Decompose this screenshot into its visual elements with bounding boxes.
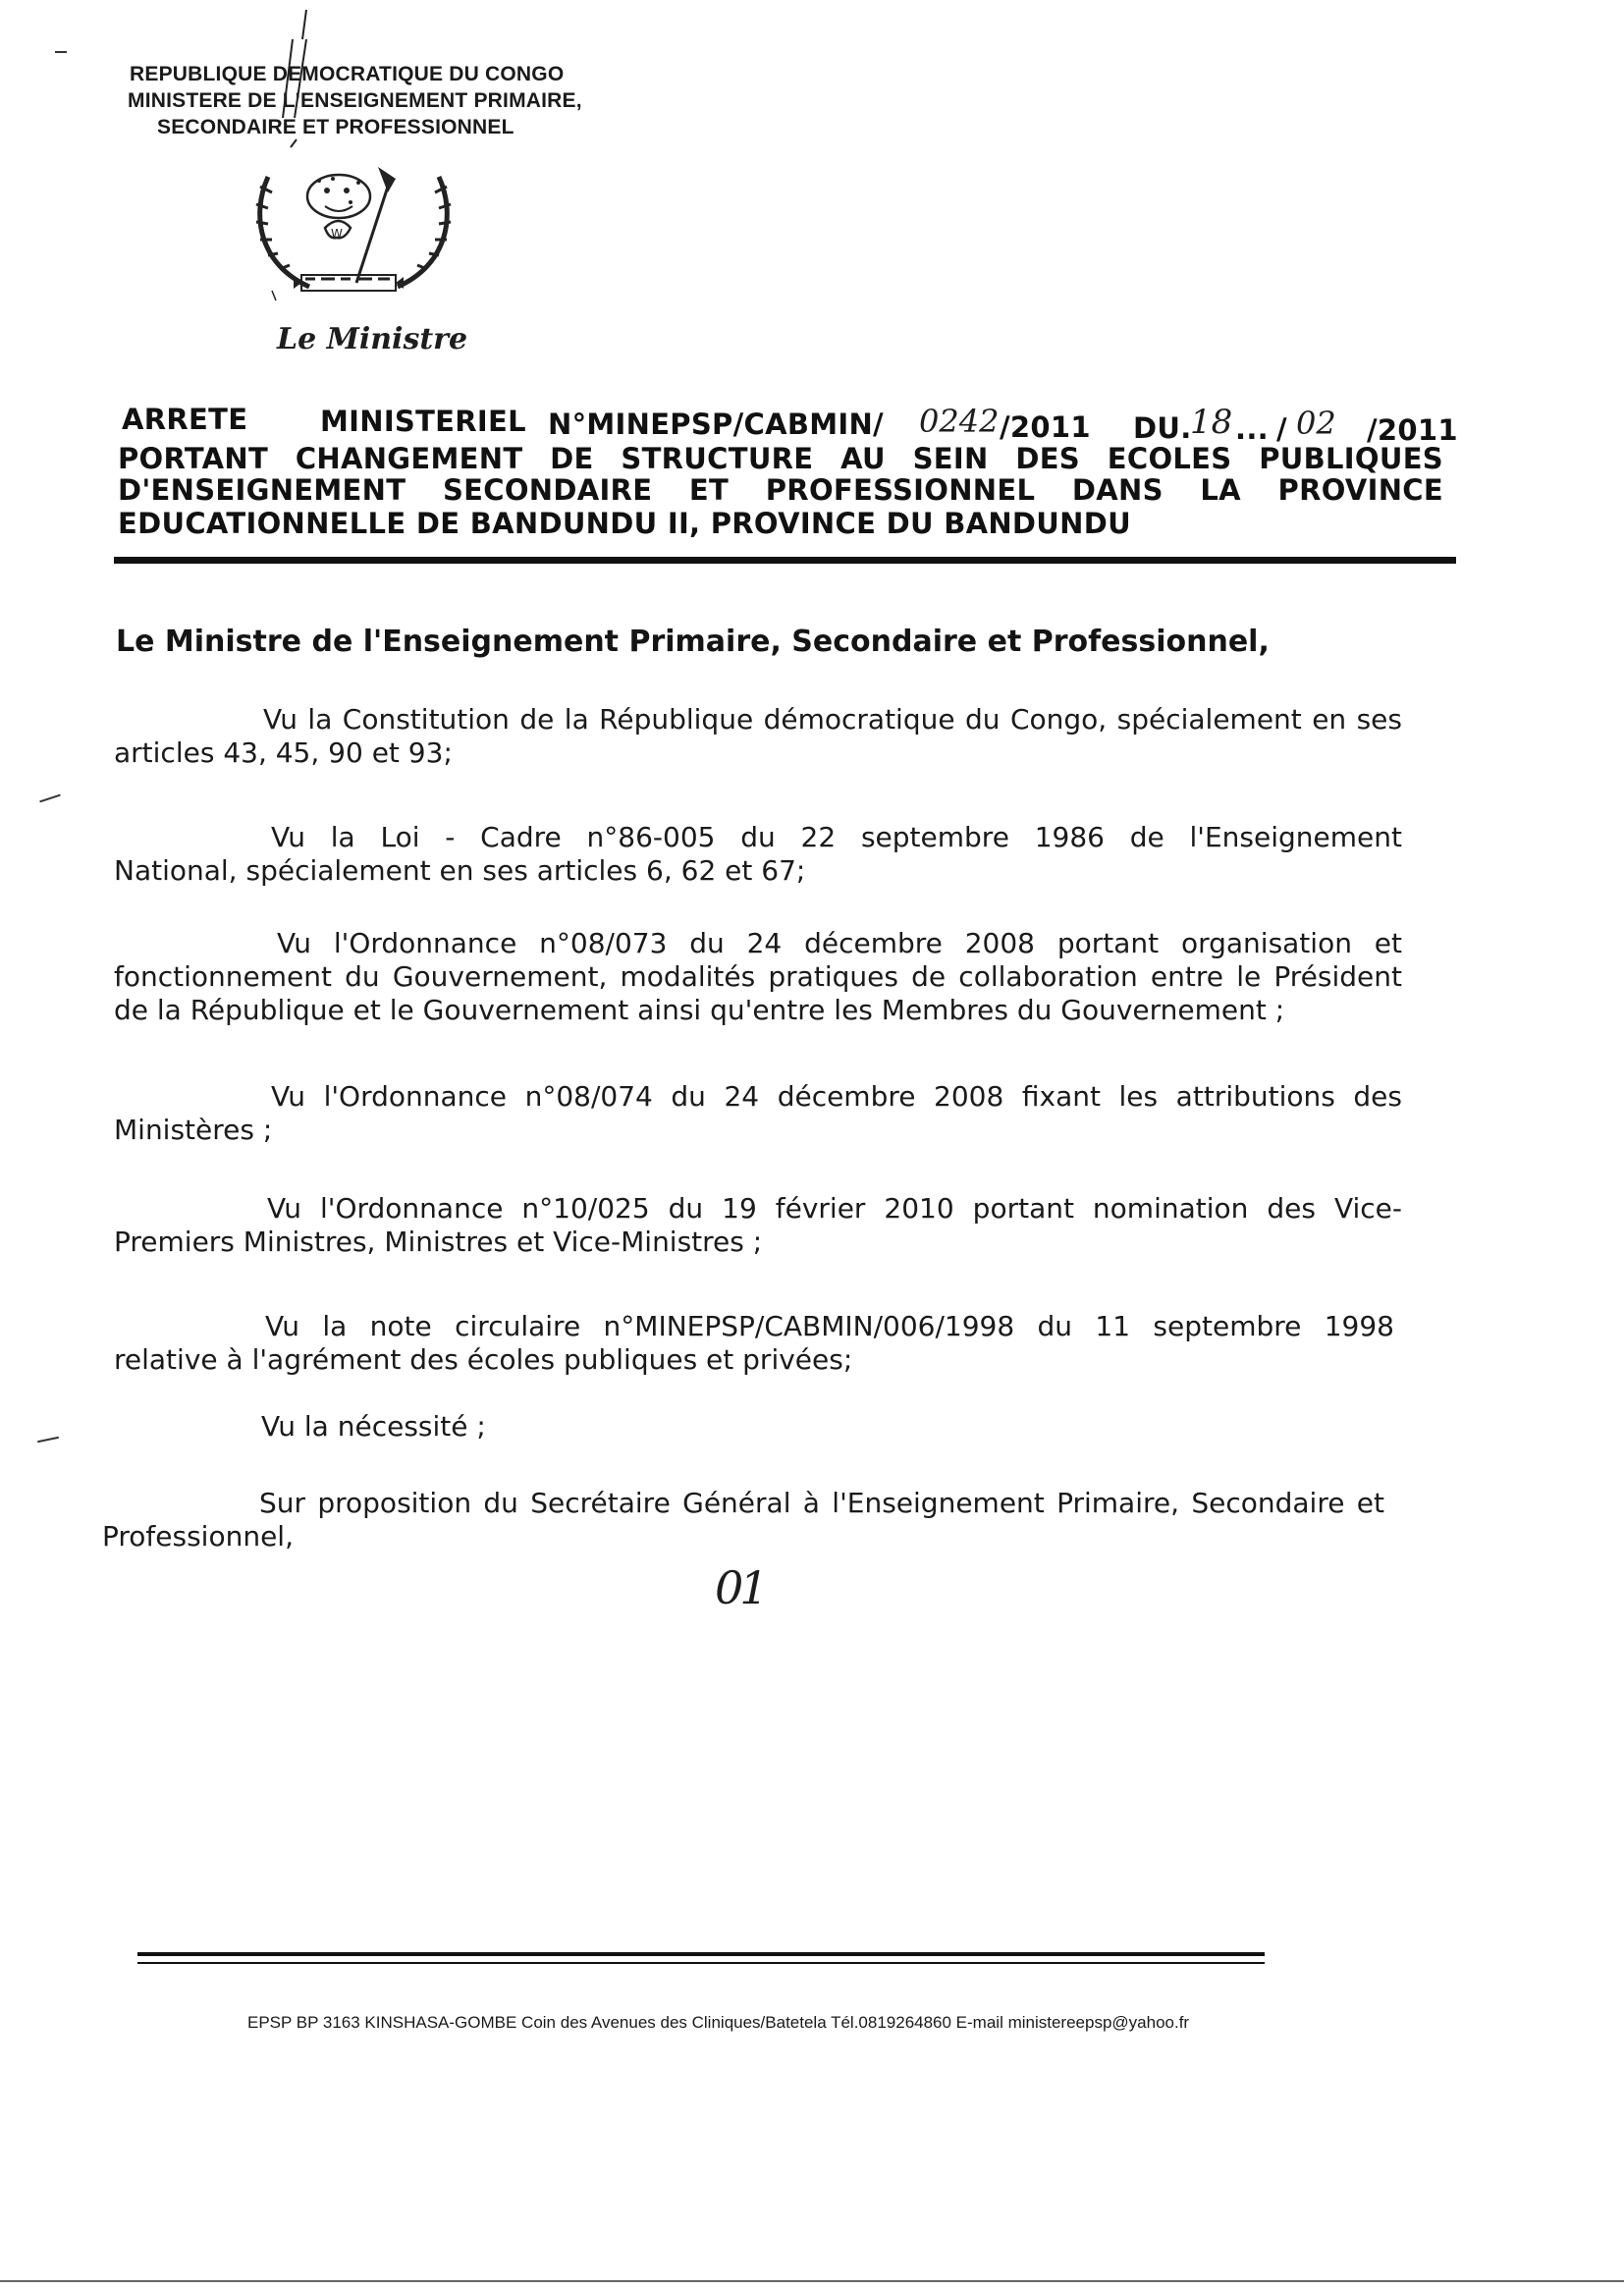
title-ref-suffix: /2011 bbox=[1000, 410, 1091, 444]
visa-loi-cadre: Vu la Loi - Cadre n°86-005 du 22 septembre 1986 de l'Enseignement National, spécialement en ses articles 6, 62 et 67; bbox=[114, 821, 1402, 887]
preamble-intro: Le Ministre de l'Enseignement Primaire, Secondaire et Professionnel, bbox=[116, 625, 1270, 659]
title-arrete: ARRETE bbox=[122, 403, 248, 436]
title-line-2: PORTANT CHANGEMENT DE STRUCTURE AU SEIN DES ECOLES PUBLIQUES bbox=[118, 442, 1443, 475]
title-ref-number-handwritten: 0242 bbox=[919, 403, 1000, 440]
header-pen-strokes bbox=[245, 0, 324, 157]
header-ministry: MINISTERE DE L'ENSEIGNEMENT PRIMAIRE, bbox=[128, 89, 582, 112]
margin-mark bbox=[37, 1437, 59, 1444]
title-ministeriel: MINISTERIEL bbox=[320, 405, 526, 438]
title-slash: / bbox=[1276, 412, 1287, 446]
page-bottom-edge bbox=[0, 2280, 1624, 2282]
footer-address: EPSP BP 3163 KINSHASA-GOMBE Coin des Avenues des Cliniques/Batetela Tél.0819264860 E-mail ministereepsp@yahoo.fr bbox=[247, 2013, 1190, 2032]
signature-line-le-ministre: Le Ministre bbox=[277, 322, 468, 356]
title-du: DU. bbox=[1133, 411, 1192, 445]
visa-ordonnance-08-074: Vu l'Ordonnance n°08/074 du 24 décembre 2008 fixant les attributions des Ministères ; bbox=[114, 1080, 1402, 1146]
svg-text:W: W bbox=[331, 227, 343, 241]
footer-rule-thin bbox=[137, 1962, 1265, 1964]
title-date-dots: ... bbox=[1235, 412, 1269, 446]
visa-ordonnance-08-073: Vu l'Ordonnance n°08/073 du 24 décembre 2008 portant organisation et fonctionnement du Gouvernement, modalités pratiques de collaboration entre le Président de la République et le Gouvernement ainsi qu'entre les Membres du Gouvernement ; bbox=[114, 927, 1402, 1026]
title-month-handwritten: 02 bbox=[1296, 405, 1336, 442]
header-department: SECONDAIRE ET PROFESSIONNEL bbox=[157, 116, 514, 138]
header-republic: REPUBLIQUE DEMOCRATIQUE DU CONGO bbox=[130, 63, 565, 85]
margin-mark bbox=[55, 51, 67, 53]
visa-constitution: Vu la Constitution de la République démocratique du Congo, spécialement en ses articles 43, 45, 90 et 93; bbox=[114, 703, 1402, 769]
decree-title bbox=[118, 403, 1458, 540]
visa-ordonnance-10-025: Vu l'Ordonnance n°10/025 du 19 février 2010 portant nomination des Vice- Premiers Ministres, Ministres et Vice-Ministres ; bbox=[114, 1192, 1402, 1258]
title-year: /2011 bbox=[1367, 413, 1458, 447]
footer-rule-thick bbox=[137, 1952, 1265, 1956]
title-underline bbox=[114, 557, 1456, 564]
title-line-3: D'ENSEIGNEMENT SECONDAIRE ET PROFESSIONNEL DANS LA PROVINCE bbox=[118, 473, 1443, 507]
coat-of-arms-icon bbox=[231, 157, 466, 304]
margin-mark bbox=[39, 794, 61, 803]
page-number-handwritten: 01 bbox=[715, 1561, 765, 1614]
proposition-secretaire-general: Sur proposition du Secrétaire Général à l'Enseignement Primaire, Secondaire et Professionnel, bbox=[102, 1487, 1384, 1553]
title-line-1 bbox=[118, 403, 1458, 447]
title-ref-prefix: N°MINEPSP/CABMIN/ bbox=[548, 408, 884, 441]
visa-necessite: Vu la nécessité ; bbox=[261, 1410, 486, 1443]
title-day-handwritten: 18 bbox=[1190, 403, 1233, 442]
title-line-4: EDUCATIONNELLE DE BANDUNDU II, PROVINCE DU BANDUNDU bbox=[118, 507, 1131, 540]
visa-note-circulaire: Vu la note circulaire n°MINEPSP/CABMIN/006/1998 du 11 septembre 1998 relative à l'agrément des écoles publiques et privées; bbox=[114, 1310, 1394, 1376]
